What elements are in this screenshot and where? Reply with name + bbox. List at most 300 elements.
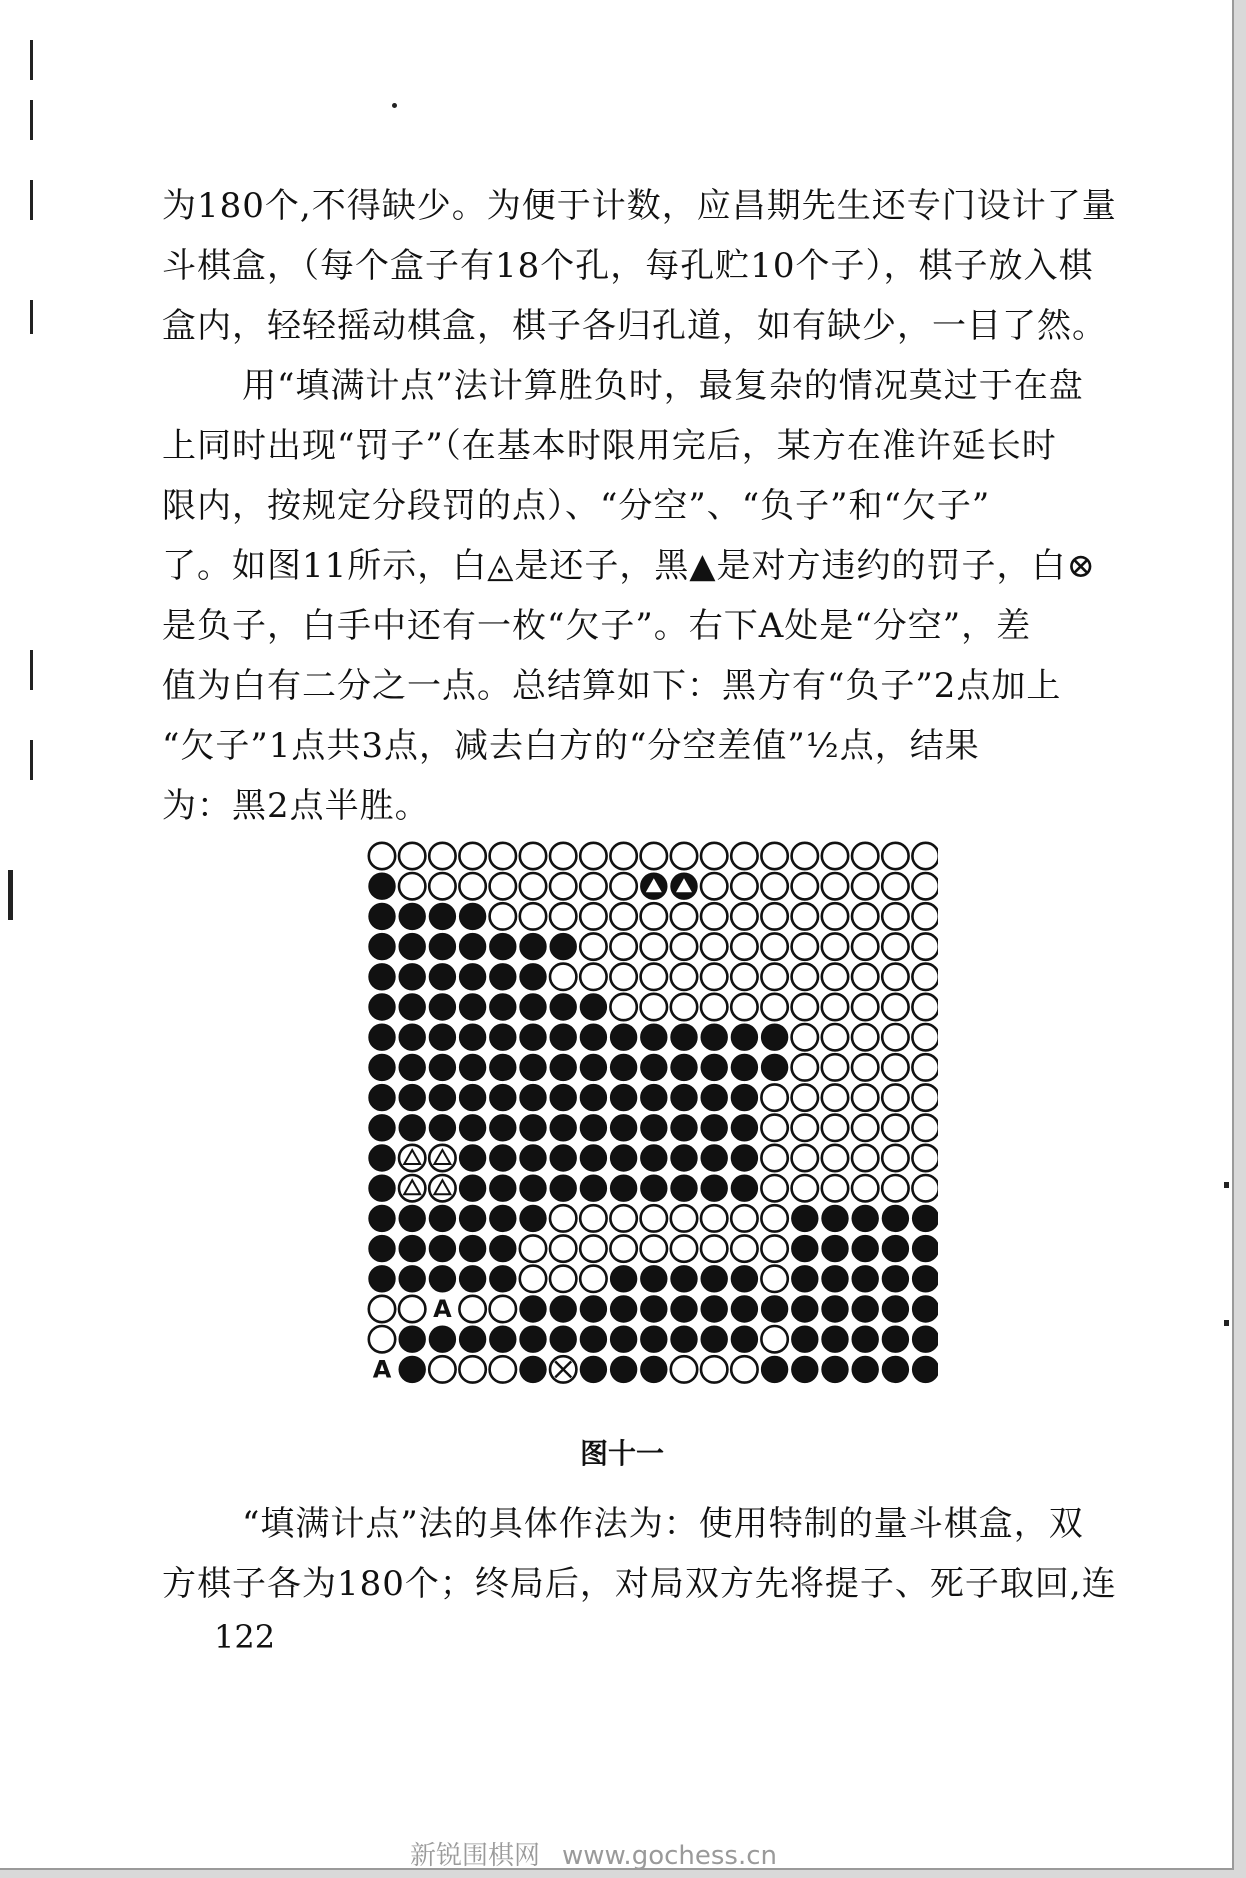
black-stone — [610, 1054, 636, 1080]
black-stone — [671, 1266, 697, 1292]
black-stone — [429, 1235, 455, 1261]
white-stone — [641, 994, 667, 1020]
black-stone — [459, 1024, 485, 1050]
black-stone — [882, 1266, 908, 1292]
white-stone — [520, 873, 546, 899]
black-stone — [490, 1145, 516, 1171]
black-stone — [550, 1145, 576, 1171]
white-stone — [822, 1024, 848, 1050]
white-stone — [459, 873, 485, 899]
watermark-url: www.gochess.cn — [562, 1841, 777, 1871]
black-stone — [610, 1115, 636, 1141]
white-stone — [822, 994, 848, 1020]
white-stone — [550, 873, 576, 899]
black-stone — [550, 1084, 576, 1110]
white-stone — [610, 1205, 636, 1231]
white-stone — [852, 933, 878, 959]
black-stone — [792, 1326, 818, 1352]
white-stone — [761, 933, 787, 959]
black-stone — [792, 1266, 818, 1292]
white-stone — [731, 964, 757, 990]
black-stone — [459, 1054, 485, 1080]
black-stone — [399, 1084, 425, 1110]
black-stone — [731, 1145, 757, 1171]
white-stone — [520, 843, 546, 869]
black-stone — [912, 1235, 938, 1261]
white-stone — [429, 843, 455, 869]
white-stone — [641, 1205, 667, 1231]
white-stone — [792, 964, 818, 990]
white-stone — [580, 964, 606, 990]
white-stone — [731, 994, 757, 1020]
white-stone — [580, 1266, 606, 1292]
black-stone — [369, 1235, 395, 1261]
black-stone — [459, 1175, 485, 1201]
white-stone — [792, 1024, 818, 1050]
black-stone — [580, 1326, 606, 1352]
white-stone — [580, 933, 606, 959]
black-stone — [459, 933, 485, 959]
white-stone — [490, 843, 516, 869]
white-stone — [792, 903, 818, 929]
white-stone — [852, 903, 878, 929]
black-stone — [792, 1205, 818, 1231]
black-stone — [369, 873, 395, 899]
black-stone — [912, 1326, 938, 1352]
black-stone — [610, 1266, 636, 1292]
white-stone — [369, 1296, 395, 1322]
black-stone — [459, 1235, 485, 1261]
black-stone — [701, 1296, 727, 1322]
white-stone — [701, 1356, 727, 1382]
black-stone — [459, 964, 485, 990]
black-stone — [429, 1205, 455, 1231]
black-stone — [399, 1024, 425, 1050]
black-stone — [490, 1084, 516, 1110]
white-stone — [641, 1235, 667, 1261]
white-stone — [550, 1266, 576, 1292]
black-stone — [520, 1145, 546, 1171]
white-stone — [822, 1054, 848, 1080]
white-stone — [731, 843, 757, 869]
white-stone — [520, 903, 546, 929]
white-stone — [912, 994, 938, 1020]
black-stone — [490, 933, 516, 959]
white-stone — [610, 843, 636, 869]
black-stone — [459, 903, 485, 929]
white-stone — [610, 933, 636, 959]
white-stone — [701, 994, 727, 1020]
white-stone — [912, 1084, 938, 1110]
white-stone — [761, 1115, 787, 1141]
white-stone — [671, 1235, 697, 1261]
black-stone — [520, 1175, 546, 1201]
white-stone — [580, 873, 606, 899]
white-stone — [761, 1326, 787, 1352]
white-stone — [671, 994, 697, 1020]
black-stone — [580, 1296, 606, 1322]
black-stone — [520, 1054, 546, 1080]
white-stone — [550, 964, 576, 990]
black-stone — [641, 1084, 667, 1110]
point-a-label: A — [372, 1355, 392, 1384]
white-stone — [731, 933, 757, 959]
black-stone — [369, 964, 395, 990]
black-stone — [822, 1356, 848, 1382]
black-stone — [550, 1115, 576, 1141]
scan-mark — [30, 40, 33, 80]
paragraph-3 — [162, 1494, 1142, 1614]
white-stone — [761, 1205, 787, 1231]
white-stone — [882, 1175, 908, 1201]
white-stone — [882, 873, 908, 899]
black-stone — [761, 1054, 787, 1080]
black-stone — [520, 1326, 546, 1352]
black-stone — [882, 1296, 908, 1322]
white-stone — [671, 933, 697, 959]
black-stone — [731, 1326, 757, 1352]
white-stone — [731, 1205, 757, 1231]
black-stone — [822, 1235, 848, 1261]
white-stone — [459, 843, 485, 869]
text-line: 用“填满计点”法计算胜负时，最复杂的情况莫过于在盘 — [242, 366, 1084, 406]
black-stone — [520, 1115, 546, 1141]
black-stone — [490, 1054, 516, 1080]
white-stone — [701, 1205, 727, 1231]
black-stone — [580, 1175, 606, 1201]
white-stone — [912, 843, 938, 869]
black-stone — [641, 1326, 667, 1352]
white-stone — [912, 933, 938, 959]
text-line: 为：黑2点半胜。 — [162, 786, 430, 826]
black-stone — [399, 964, 425, 990]
black-stone — [520, 1296, 546, 1322]
black-stone — [701, 1024, 727, 1050]
white-stone — [912, 873, 938, 899]
white-stone — [761, 873, 787, 899]
black-stone — [610, 1175, 636, 1201]
white-stone — [550, 903, 576, 929]
white-stone — [731, 873, 757, 899]
black-stone — [399, 994, 425, 1020]
white-stone — [399, 1296, 425, 1322]
black-stone — [701, 1326, 727, 1352]
black-stone — [459, 1266, 485, 1292]
black-stone — [882, 1235, 908, 1261]
black-stone — [882, 1326, 908, 1352]
black-stone — [610, 1326, 636, 1352]
black-stone — [761, 1356, 787, 1382]
white-stone — [792, 843, 818, 869]
white-stone — [822, 964, 848, 990]
black-stone — [852, 1205, 878, 1231]
black-stone — [671, 1115, 697, 1141]
black-stone — [671, 1326, 697, 1352]
white-stone — [852, 1145, 878, 1171]
white-stone — [610, 873, 636, 899]
black-stone — [429, 903, 455, 929]
point-a-label: A — [433, 1295, 452, 1323]
text-line: 为180个,不得缺少。为便于计数，应昌期先生还专门设计了量 — [162, 186, 1117, 226]
white-stone — [852, 1115, 878, 1141]
black-stone — [399, 1054, 425, 1080]
black-stone — [399, 1266, 425, 1292]
black-stone — [641, 1175, 667, 1201]
black-stone — [429, 1326, 455, 1352]
scan-mark — [30, 300, 33, 334]
white-stone — [761, 1266, 787, 1292]
black-stone — [550, 1054, 576, 1080]
white-stone — [731, 903, 757, 929]
black-stone — [610, 1296, 636, 1322]
white-stone — [882, 1115, 908, 1141]
white-stone — [459, 1296, 485, 1322]
white-stone — [822, 873, 848, 899]
white-stone — [912, 1115, 938, 1141]
black-stone — [550, 933, 576, 959]
white-stone — [852, 1054, 878, 1080]
white-stone — [882, 964, 908, 990]
black-stone — [369, 903, 395, 929]
black-stone — [369, 1145, 395, 1171]
white-stone — [792, 1084, 818, 1110]
black-stone — [399, 1205, 425, 1231]
white-stone — [490, 1296, 516, 1322]
white-stone — [912, 1024, 938, 1050]
watermark-site-name: 新锐围棋网 — [410, 1841, 541, 1871]
white-stone — [912, 1175, 938, 1201]
black-stone — [610, 1084, 636, 1110]
black-stone — [701, 1266, 727, 1292]
black-stone — [490, 1235, 516, 1261]
black-stone — [369, 1024, 395, 1050]
white-stone — [520, 1266, 546, 1292]
white-stone — [792, 933, 818, 959]
black-stone — [912, 1296, 938, 1322]
white-stone — [852, 873, 878, 899]
black-stone — [822, 1266, 848, 1292]
black-stone — [369, 994, 395, 1020]
black-stone — [429, 1115, 455, 1141]
black-stone — [580, 1145, 606, 1171]
white-stone — [852, 1175, 878, 1201]
black-stone — [852, 1326, 878, 1352]
watermark — [410, 1835, 799, 1872]
black-stone — [641, 1115, 667, 1141]
black-stone — [731, 1115, 757, 1141]
black-stone — [882, 1205, 908, 1231]
paragraph-2 — [162, 356, 1142, 836]
white-stone — [701, 933, 727, 959]
white-stone — [912, 1054, 938, 1080]
black-stone — [610, 1024, 636, 1050]
white-stone — [822, 1115, 848, 1141]
white-stone — [610, 964, 636, 990]
white-stone — [882, 933, 908, 959]
black-stone — [550, 1024, 576, 1050]
white-stone — [550, 1205, 576, 1231]
white-stone — [580, 1205, 606, 1231]
text-line: 方棋子各为180个；终局后，对局双方先将提子、死子取回,连 — [162, 1564, 1117, 1604]
go-board-figure — [364, 838, 938, 1418]
white-stone — [761, 1175, 787, 1201]
black-stone — [490, 1326, 516, 1352]
black-stone — [490, 1115, 516, 1141]
black-stone — [550, 994, 576, 1020]
white-stone — [792, 1145, 818, 1171]
white-stone — [369, 843, 395, 869]
black-stone — [761, 1296, 787, 1322]
black-stone — [399, 903, 425, 929]
black-stone — [792, 1296, 818, 1322]
black-stone — [852, 1266, 878, 1292]
black-stone — [580, 1115, 606, 1141]
black-stone — [671, 1296, 697, 1322]
white-stone — [490, 1356, 516, 1382]
white-stone — [761, 1084, 787, 1110]
white-stone — [912, 964, 938, 990]
white-stone — [731, 1356, 757, 1382]
white-stone — [641, 843, 667, 869]
page-number: 122 — [214, 1618, 276, 1656]
black-stone — [641, 1054, 667, 1080]
black-stone — [671, 1084, 697, 1110]
black-stone — [550, 1326, 576, 1352]
text-line: 盒内，轻轻摇动棋盒，棋子各归孔道，如有缺少，一目了然。 — [162, 306, 1107, 346]
black-stone — [641, 1356, 667, 1382]
black-stone — [459, 1205, 485, 1231]
white-stone — [882, 1145, 908, 1171]
black-stone — [520, 1024, 546, 1050]
black-stone — [701, 1084, 727, 1110]
black-stone — [399, 1356, 425, 1382]
white-stone — [882, 1084, 908, 1110]
black-stone — [399, 1115, 425, 1141]
white-stone — [761, 1235, 787, 1261]
black-stone — [490, 964, 516, 990]
white-stone — [882, 1054, 908, 1080]
white-stone — [459, 1356, 485, 1382]
black-stone — [701, 1175, 727, 1201]
white-stone — [912, 903, 938, 929]
scan-mark — [1224, 1320, 1229, 1326]
black-stone — [610, 1145, 636, 1171]
black-stone — [852, 1296, 878, 1322]
white-stone — [882, 903, 908, 929]
white-stone — [792, 1175, 818, 1201]
white-stone — [671, 843, 697, 869]
text-line: 斗棋盒，（每个盒子有18个孔，每孔贮10个子），棋子放入棋 — [162, 246, 1094, 286]
black-stone — [550, 1296, 576, 1322]
black-stone — [701, 1115, 727, 1141]
white-stone — [580, 843, 606, 869]
black-stone — [520, 964, 546, 990]
white-stone — [429, 1356, 455, 1382]
white-stone — [610, 1235, 636, 1261]
black-stone — [822, 1296, 848, 1322]
white-stone — [580, 903, 606, 929]
white-stone — [912, 1145, 938, 1171]
paragraph-1 — [162, 176, 1142, 356]
white-stone — [822, 1084, 848, 1110]
white-stone — [701, 903, 727, 929]
white-stone — [701, 843, 727, 869]
scan-mark — [30, 650, 33, 690]
scan-mark — [392, 103, 397, 108]
white-stone — [490, 903, 516, 929]
white-stone — [399, 873, 425, 899]
white-stone — [580, 1235, 606, 1261]
white-stone — [882, 994, 908, 1020]
black-stone — [731, 1024, 757, 1050]
black-stone — [429, 1024, 455, 1050]
black-stone — [399, 933, 425, 959]
black-stone — [369, 933, 395, 959]
black-stone — [912, 1356, 938, 1382]
black-stone — [369, 1084, 395, 1110]
black-stone — [520, 1084, 546, 1110]
black-stone — [580, 994, 606, 1020]
black-stone — [459, 994, 485, 1020]
white-stone — [792, 994, 818, 1020]
black-stone — [429, 1266, 455, 1292]
white-stone — [792, 1115, 818, 1141]
black-stone — [852, 1356, 878, 1382]
black-stone — [731, 1266, 757, 1292]
white-stone — [610, 994, 636, 1020]
white-stone — [761, 903, 787, 929]
black-stone — [369, 1175, 395, 1201]
white-stone — [701, 873, 727, 899]
black-stone — [671, 1024, 697, 1050]
white-stone — [852, 994, 878, 1020]
white-stone — [671, 1205, 697, 1231]
white-stone — [822, 903, 848, 929]
white-stone — [822, 933, 848, 959]
white-stone — [792, 1054, 818, 1080]
black-stone — [520, 1205, 546, 1231]
white-stone — [520, 1235, 546, 1261]
black-stone — [490, 1266, 516, 1292]
white-stone — [761, 1145, 787, 1171]
text-line: 上同时出现“罚子”（在基本时限用完后，某方在准许延长时 — [162, 426, 1057, 466]
black-stone — [520, 994, 546, 1020]
white-stone — [882, 843, 908, 869]
white-stone — [399, 843, 425, 869]
scan-mark — [1224, 1182, 1229, 1188]
white-stone — [490, 873, 516, 899]
black-stone — [912, 1205, 938, 1231]
black-stone — [882, 1356, 908, 1382]
text-line: 了。如图11所示，白◬是还子，黑▲是对方违约的罚子，白⊗ — [162, 546, 1097, 586]
black-stone — [731, 1084, 757, 1110]
white-stone — [822, 1145, 848, 1171]
white-stone — [792, 873, 818, 899]
black-stone — [490, 994, 516, 1020]
black-stone — [792, 1356, 818, 1382]
white-stone — [852, 1024, 878, 1050]
white-stone — [641, 933, 667, 959]
black-stone — [459, 1326, 485, 1352]
black-stone — [731, 1296, 757, 1322]
black-stone — [520, 933, 546, 959]
black-stone — [761, 1024, 787, 1050]
white-stone — [761, 964, 787, 990]
black-stone — [490, 1205, 516, 1231]
black-stone — [731, 1175, 757, 1201]
white-stone — [731, 1235, 757, 1261]
black-stone — [580, 1084, 606, 1110]
